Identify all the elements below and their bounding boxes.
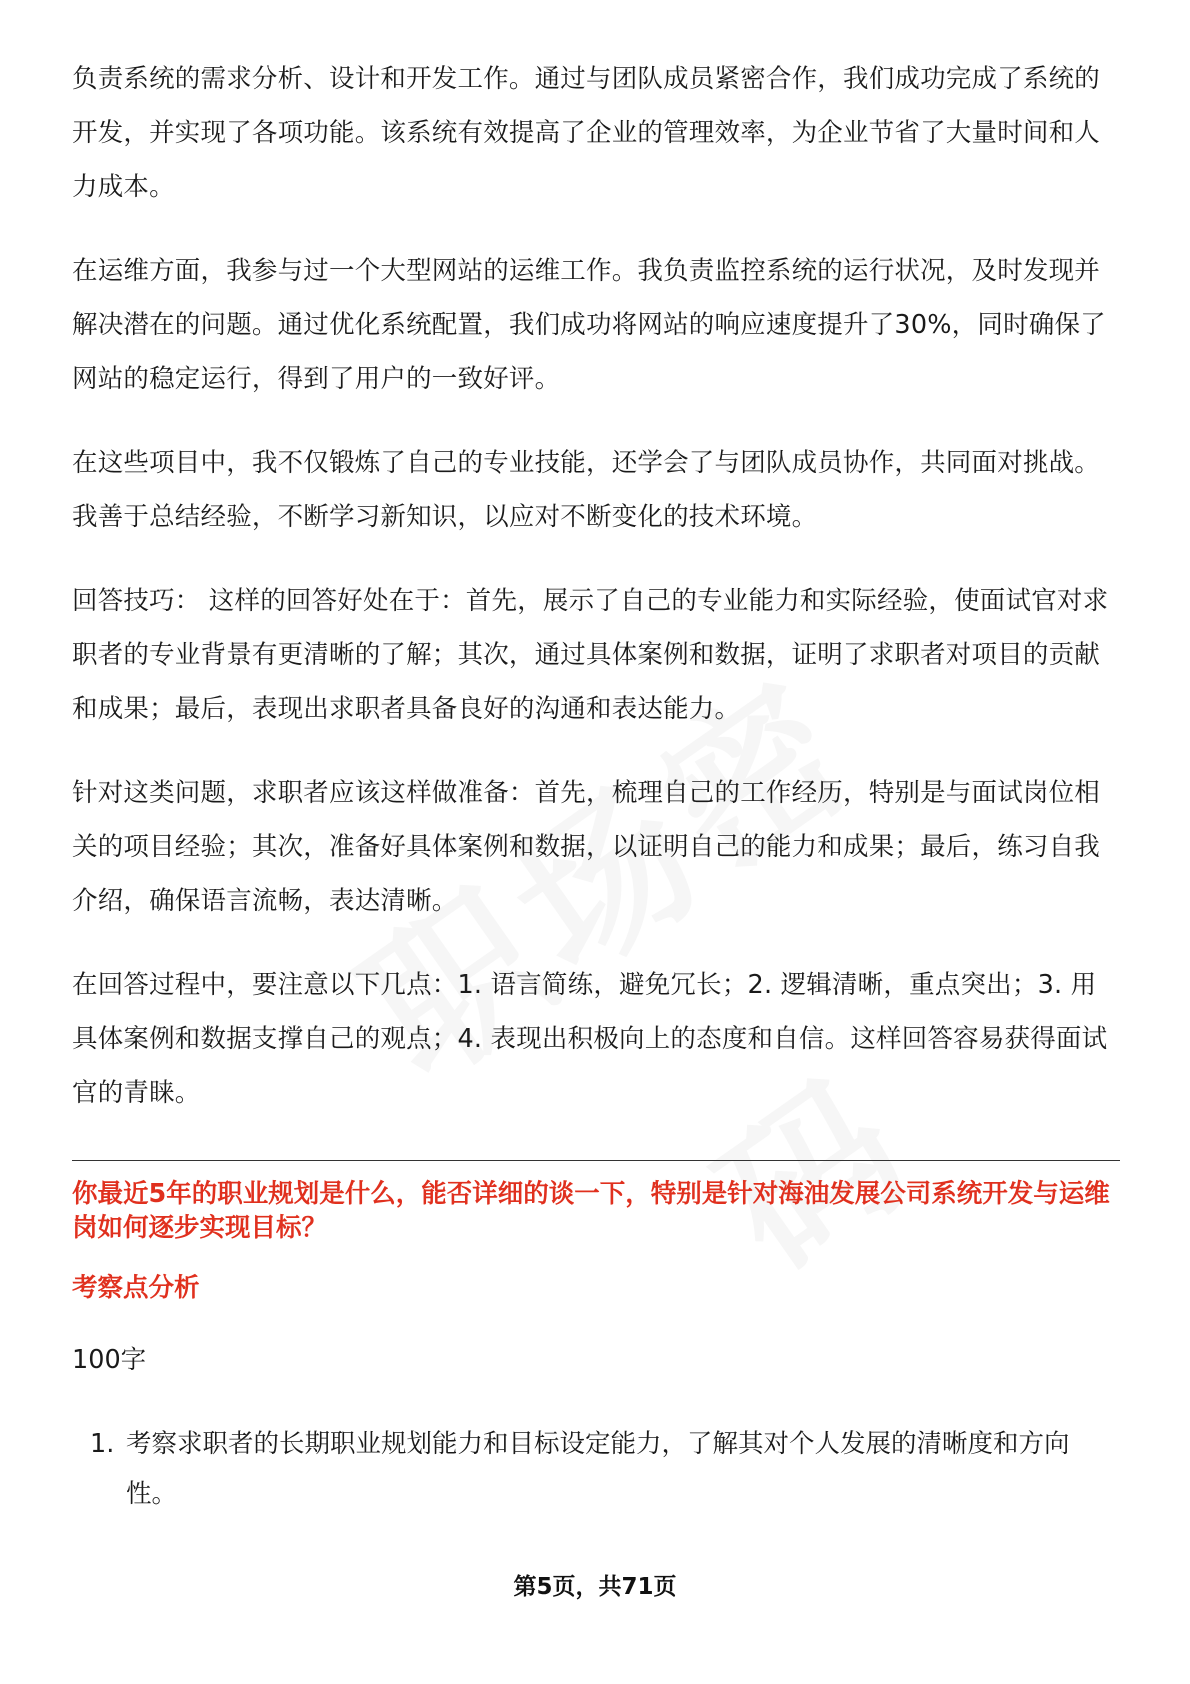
word-count: 100字: [72, 1345, 147, 1375]
section-divider: [72, 1160, 1120, 1161]
list-item-number: 1.: [90, 1429, 115, 1459]
section-heading: 考察点分析: [72, 1273, 200, 1303]
paragraph-system-dev: 负责系统的需求分析、设计和开发工作。通过与团队成员紧密合作，我们成功完成了系统的开发，并实现了各项功能。该系统有效提高了企业的管理效率，为企业节省了大量时间和人力成本。: [72, 64, 1101, 202]
analysis-list: [72, 1419, 1120, 1519]
list-item: [72, 1419, 1120, 1519]
list-item-text: 考察求职者的长期职业规划能力和目标设定能力，了解其对个人发展的清晰度和方向性。: [126, 1429, 1070, 1509]
paragraph-preparation: 针对这类问题，求职者应该这样做准备：首先，梳理自己的工作经历，特别是与面试岗位相关的项目经验；其次，准备好具体案例和数据，以证明自己的能力和成果；最后，练习自我介绍，确保语言流畅，表达清晰。: [72, 778, 1101, 916]
paragraph-operations: 在运维方面，我参与过一个大型网站的运维工作。我负责监控系统的运行状况，及时发现并解决潜在的问题。通过优化系统配置，我们成功将网站的响应速度提升了30%，同时确保了网站的稳定运行，得到了用户的一致好评。: [72, 256, 1106, 394]
interview-question: 你最近5年的职业规划是什么，能否详细的谈一下，特别是针对海油发展公司系统开发与运维岗如何逐步实现目标？: [72, 1179, 1110, 1243]
page-footer: 第5页，共71页: [513, 1574, 677, 1600]
paragraph-skills: 在这些项目中，我不仅锻炼了自己的专业技能，还学会了与团队成员协作，共同面对挑战。我善于总结经验，不断学习新知识，以应对不断变化的技术环境。: [72, 448, 1101, 532]
paragraph-notes: 在回答过程中，要注意以下几点：1. 语言简练，避免冗长；2. 逻辑清晰，重点突出；3. 用具体案例和数据支撑自己的观点；4. 表现出积极向上的态度和自信。这样回答容易获得面试官的青睐。: [72, 970, 1108, 1108]
paragraph-answer-tips: 回答技巧： 这样的回答好处在于：首先，展示了自己的专业能力和实际经验，使面试官对求职者的专业背景有更清晰的了解；其次，通过具体案例和数据，证明了求职者对项目的贡献和成果；最后，表现出求职者具备良好的沟通和表达能力。: [72, 586, 1109, 724]
document-body: [72, 52, 1120, 1519]
